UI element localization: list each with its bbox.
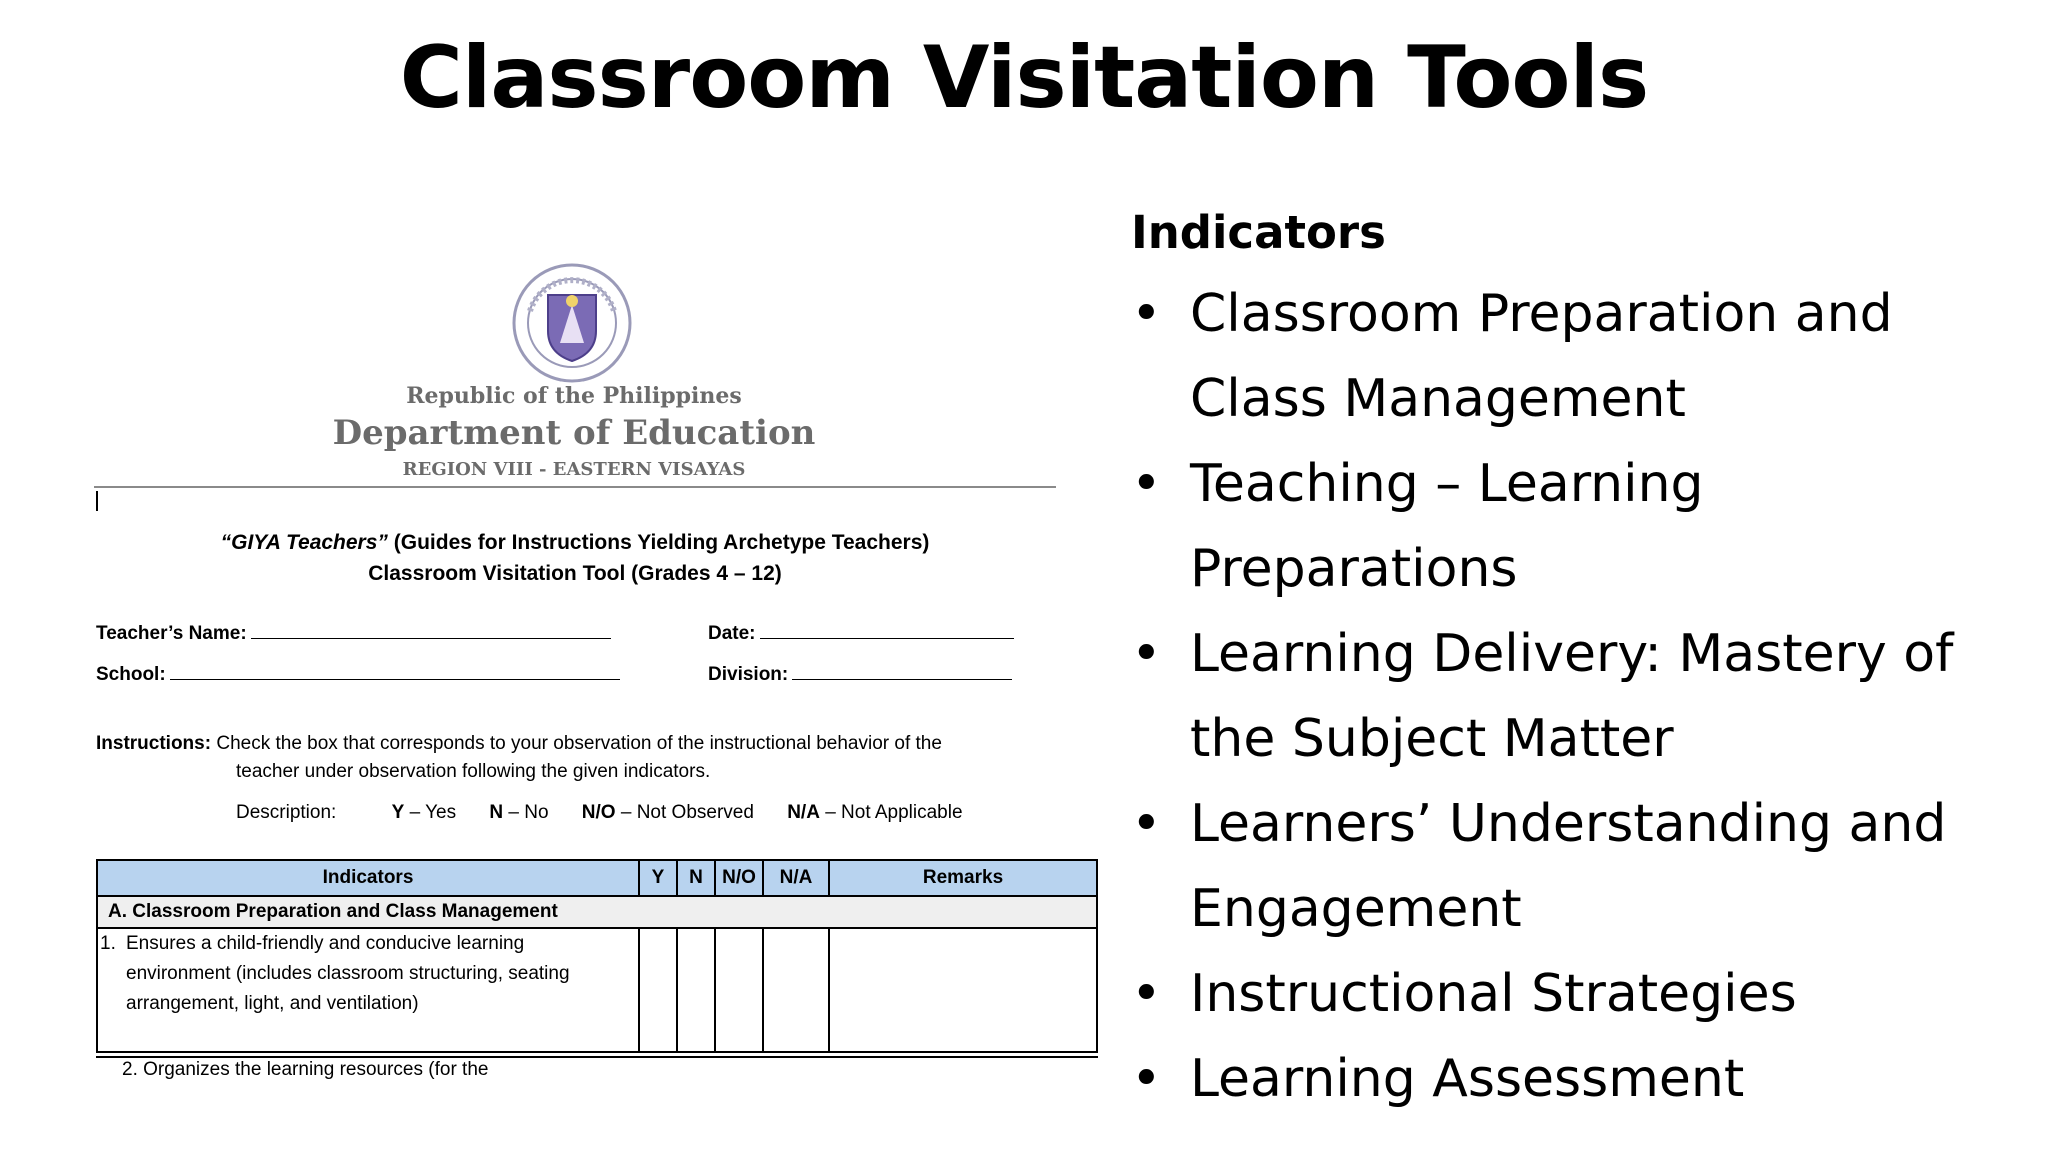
col-na: N/A	[763, 860, 829, 896]
letterhead-divider	[94, 486, 1056, 488]
item-1	[97, 928, 639, 1052]
item-1-number: 1.	[100, 933, 116, 954]
list-item	[1131, 782, 2031, 952]
tool-title-rest: (Guides for Instructions Yielding Archetype Teachers)	[387, 531, 930, 554]
school-line	[170, 663, 620, 680]
description-label: Description:	[236, 802, 337, 823]
col-no: N/O	[715, 860, 763, 896]
col-remarks: Remarks	[829, 860, 1097, 896]
letterhead-department: Department of Education	[332, 413, 816, 453]
legend-yes	[392, 802, 456, 823]
bullet-icon: •	[1131, 284, 1162, 344]
legend-yes-key: Y	[391, 802, 405, 823]
table-header-row	[97, 860, 1097, 896]
col-indicators: Indicators	[97, 860, 639, 896]
col-y: Y	[639, 860, 677, 896]
bullet-icon: •	[1131, 1049, 1162, 1109]
document-image	[94, 255, 1106, 1080]
indicator-label: Classroom Preparation and Class Management	[1190, 284, 1893, 429]
instructions-line2: teacher under observation following the given indicators.	[236, 761, 711, 782]
indicator-label: Learning Assessment	[1190, 1049, 1745, 1109]
division-label: Division:	[708, 664, 789, 685]
teacher-name-line	[251, 622, 611, 639]
description-legend	[236, 802, 991, 824]
legend-no-key: N	[489, 802, 504, 823]
bullet-icon: •	[1131, 624, 1162, 684]
legend-not-observed-key: N/O	[581, 802, 616, 823]
table-row-partial	[96, 1056, 1098, 1080]
bullet-icon: •	[1131, 794, 1162, 854]
indicator-label: Teaching – Learning Preparations	[1190, 454, 1704, 599]
legend-no-text: – No	[503, 802, 549, 823]
deped-seal-icon	[510, 261, 634, 385]
table-section-row	[97, 896, 1097, 928]
indicator-label: Learning Delivery: Mastery of the Subject Matter	[1190, 624, 1954, 769]
legend-not-observed-text: – Not Observed	[615, 802, 754, 823]
division-field	[708, 663, 1012, 686]
remarks-cell	[829, 928, 1097, 1052]
table-row	[97, 928, 1097, 1052]
list-item	[1131, 612, 2031, 782]
letterhead-region: REGION VIII - EASTERN VISAYAS	[402, 459, 746, 480]
legend-not-applicable-key: N/A	[787, 802, 820, 823]
division-line	[792, 663, 1012, 680]
tool-subtitle: Classroom Visitation Tool (Grades 4 – 12)	[368, 562, 782, 585]
checkbox-cell-n	[677, 928, 715, 1052]
date-label: Date:	[708, 623, 756, 644]
checkbox-cell-no	[715, 928, 763, 1052]
tool-title	[94, 531, 1056, 555]
text-cursor	[96, 491, 98, 511]
indicators-heading: Indicators	[1131, 206, 1386, 259]
legend-not-observed	[582, 802, 754, 823]
slide-title: Classroom Visitation Tools	[399, 28, 1649, 128]
instructions	[96, 730, 1096, 786]
school-field	[96, 663, 620, 686]
legend-yes-text: – Yes	[404, 802, 457, 823]
col-n: N	[677, 860, 715, 896]
date-line	[760, 622, 1014, 639]
item-2-partial-text: 2. Organizes the learning resources (for the	[122, 1059, 489, 1080]
date-field	[708, 622, 1014, 645]
instructions-line1: Check the box that corresponds to your observation of the instructional behavior of the	[211, 733, 942, 754]
teacher-name-field	[96, 622, 611, 645]
legend-not-applicable-text: – Not Applicable	[819, 802, 963, 823]
list-item	[1131, 272, 2031, 442]
indicator-label: Learners’ Understanding and Engagement	[1190, 794, 1947, 939]
indicator-label: Instructional Strategies	[1190, 964, 1797, 1024]
teacher-name-label: Teacher’s Name:	[96, 623, 247, 644]
checkbox-cell-y	[639, 928, 677, 1052]
letterhead-republic: Republic of the Philippines	[406, 383, 742, 409]
bullet-icon: •	[1131, 964, 1162, 1024]
section-a-label: A. Classroom Preparation and Class Management	[97, 896, 1097, 928]
instructions-label: Instructions:	[96, 733, 212, 754]
indicators-list	[1131, 272, 2031, 1122]
school-label: School:	[96, 664, 166, 685]
list-item	[1131, 952, 2031, 1037]
item-1-text: Ensures a child-friendly and conducive learning environment (includes classroom structuring, seating arrangement, light, and ventilation)	[126, 933, 570, 1014]
list-item	[1131, 442, 2031, 612]
tool-title-italic: “GIYA Teachers”	[220, 531, 388, 554]
indicators-table	[96, 859, 1098, 1053]
checkbox-cell-na	[763, 928, 829, 1052]
list-item	[1131, 1037, 2031, 1122]
legend-not-applicable	[787, 802, 962, 823]
bullet-icon: •	[1131, 454, 1162, 514]
legend-no	[489, 802, 548, 823]
